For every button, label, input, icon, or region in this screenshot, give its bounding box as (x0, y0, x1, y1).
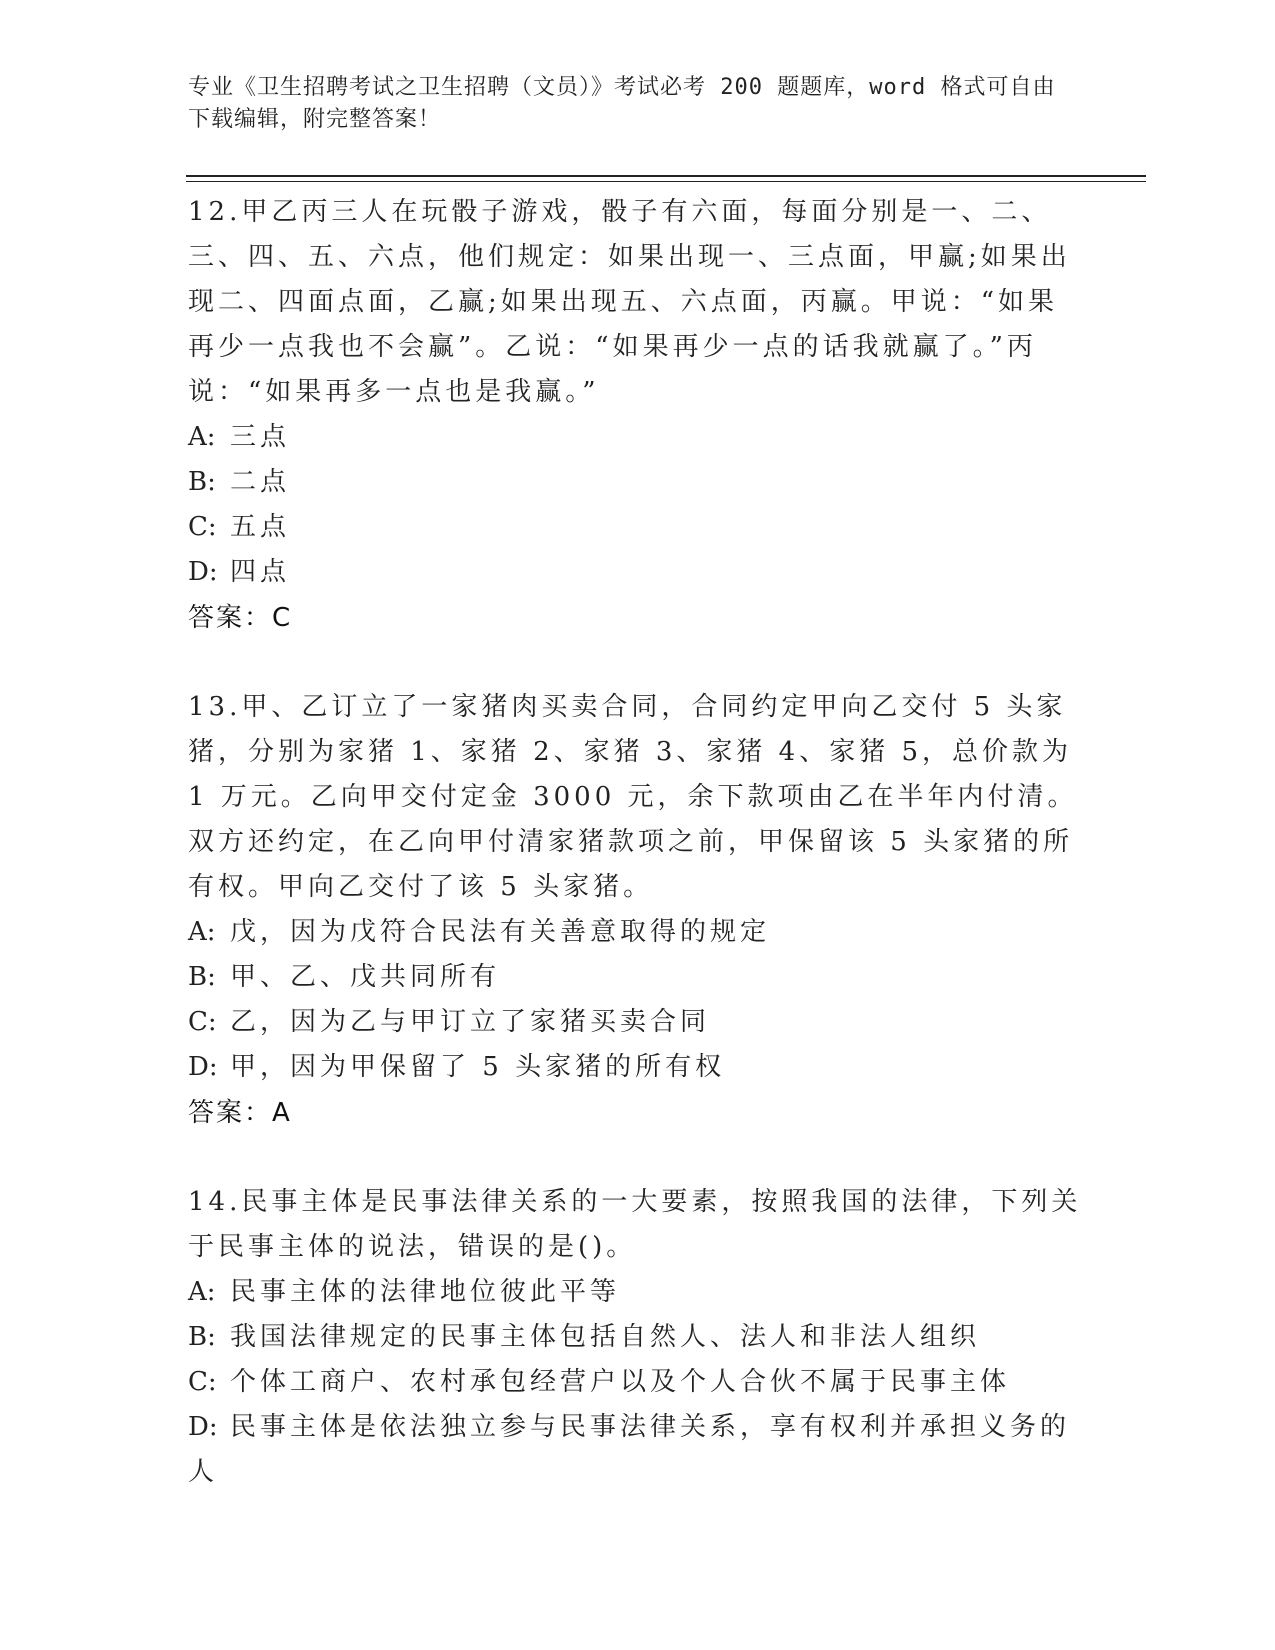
option-text: 甲，因为甲保留了 5 头家猪的所有权 (230, 1052, 726, 1082)
question-text: 14.民事主体是民事法律关系的一大要素，按照我国的法律，下列关于民事主体的说法，错误的是()。 (188, 1187, 1082, 1262)
option-d (188, 1405, 1088, 1495)
option-d (188, 1045, 1088, 1090)
option-key: D: (188, 557, 218, 587)
header-divider-thick (186, 175, 1146, 177)
option-key: A: (188, 917, 216, 947)
option-c (188, 1000, 1088, 1045)
answer: 答案：C (188, 603, 293, 633)
option-b (188, 955, 1088, 1000)
option-key: B: (188, 962, 216, 992)
option-key: C: (188, 1007, 217, 1037)
option-text: 五点 (230, 512, 291, 542)
question-14 (188, 1180, 1088, 1495)
answer: 答案：A (188, 1098, 292, 1128)
option-c (188, 505, 1088, 550)
option-a (188, 415, 1088, 460)
option-key: B: (188, 1322, 216, 1352)
question-12 (188, 190, 1088, 641)
option-text: 民事主体的法律地位彼此平等 (230, 1277, 621, 1307)
question-spacer (188, 1136, 1088, 1180)
option-text: 二点 (230, 467, 291, 497)
option-text: 三点 (230, 422, 291, 452)
page-header: 专业《卫生招聘考试之卫生招聘（文员）》考试必考 200 题题库，word 格式可自由下载编辑，附完整答案！ (188, 75, 1056, 132)
option-key: C: (188, 512, 217, 542)
option-key: C: (188, 1367, 217, 1397)
question-list (188, 190, 1088, 1495)
question-spacer (188, 641, 1088, 685)
option-text: 乙，因为乙与甲订立了家猪买卖合同 (230, 1007, 711, 1037)
option-b (188, 1315, 1088, 1360)
option-text: 四点 (230, 557, 291, 587)
question-text: 12.甲乙丙三人在玩骰子游戏，骰子有六面，每面分别是一、二、三、四、五、六点，他们规定：如果出现一、三点面，甲赢;如果出现二、四面点面，乙赢;如果出现五、六点面，丙赢。甲说：“如果再少一点我也不会赢”。乙说：“如果再少一点的话我就赢了。”丙说：“如果再多一点也是我赢。” (188, 197, 1071, 407)
option-text: 甲、乙、戊共同所有 (230, 962, 501, 992)
option-key: D: (188, 1052, 218, 1082)
question-text: 13.甲、乙订立了一家猪肉买卖合同，合同约定甲向乙交付 5 头家猪，分别为家猪 1、家猪 2、家猪 3、家猪 4、家猪 5，总价款为 1 万元。乙向甲交付定金 3000 元，余下款项由乙在半年内付清。双方还约定，在乙向甲付清家猪款项之前，甲保留该 5 头家猪的所有权。甲向乙交付了该 5 头家猪。 (188, 692, 1078, 902)
option-text: 戊，因为戊符合民法有关善意取得的规定 (230, 917, 771, 947)
option-a (188, 1270, 1088, 1315)
option-text: 我国法律规定的民事主体包括自然人、法人和非法人组织 (230, 1322, 981, 1352)
option-text: 民事主体是依法独立参与民事法律关系，享有权利并承担义务的人 (188, 1412, 1071, 1487)
option-key: D: (188, 1412, 218, 1442)
option-key: A: (188, 422, 216, 452)
option-key: A: (188, 1277, 216, 1307)
header-divider-thin (186, 181, 1146, 182)
option-b (188, 460, 1088, 505)
option-key: B: (188, 467, 216, 497)
question-13 (188, 685, 1088, 1136)
option-c (188, 1360, 1088, 1405)
option-text: 个体工商户、农村承包经营户以及个人合伙不属于民事主体 (230, 1367, 1011, 1397)
option-a (188, 910, 1088, 955)
option-d (188, 550, 1088, 595)
